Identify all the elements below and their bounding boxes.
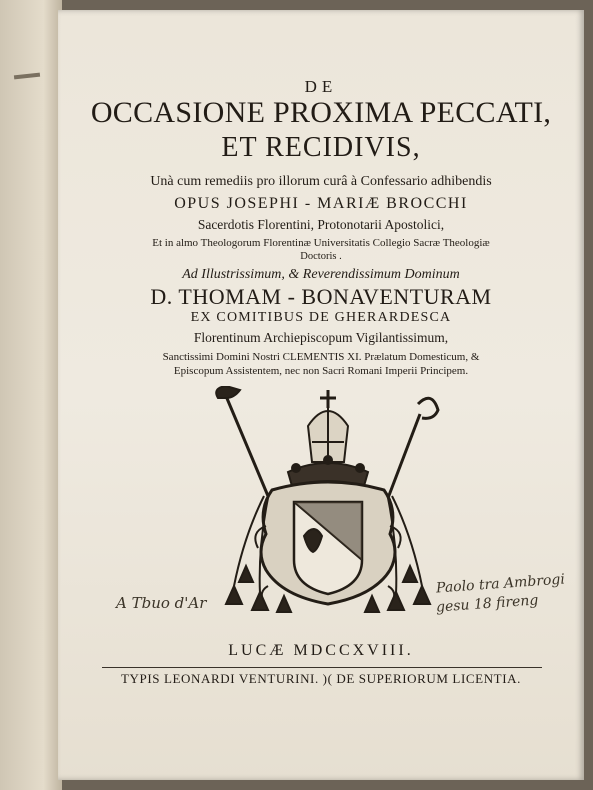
author-college-line: Et in almo Theologorum Florentinæ Universitatis Collegio Sacræ Theologiæ [152,237,490,249]
author-degree-line: Doctoris . [300,251,342,262]
handwritten-note-left: A Tbuo d'Ar [116,594,207,612]
left-page-edge [0,0,62,790]
imprint-place-date: LUCÆ MDCCXVIII. [228,642,414,659]
subtitle-line: Unà cum remediis pro illorum curâ à Confessario adhibendis [150,174,492,189]
author-title-line: Sacerdotis Florentini, Protonotarii Apostolici, [197,217,445,232]
handwritten-signature-line1: Paolo tra Ambrogi [435,571,566,597]
title-page [58,10,584,780]
imprint-rule [102,667,542,668]
title-line-de: DE [304,77,338,96]
title-line-recidivis: ET RECIDIVIS, [221,132,421,163]
dedicatee-title-2: Episcopum Assistentem, nec non Sacri Romani Imperii Principem. [173,365,469,377]
dedicatee-title-1: Sanctissimi Domini Nostri CLEMENTIS XI. Prælatum Domesticum, & [162,351,480,363]
dedicatee-family: EX COMITIBUS DE GHERARDESCA [190,310,452,325]
author-line: OPUS JOSEPHI - MARIÆ BROCCHI [174,195,468,212]
ink-mark [14,73,40,80]
coat-of-arms-engraving [208,386,448,616]
dedicatee-name: D. THOMAM - BONAVENTURAM [150,284,492,309]
dedicatee-office: Florentinum Archiepiscopum Vigilantissimum, [193,330,449,345]
dedication-line: Ad Illustrissimum, & Reverendissimum Dominum [182,267,460,282]
handwritten-signature-line2: gesu 18 fireng [435,592,539,616]
title-line-main: OCCASIONE PROXIMA PECCATI, [90,96,552,129]
imprint-printer: TYPIS LEONARDI VENTURINI. )( DE SUPERIORUM LICENTIA. [121,671,521,686]
